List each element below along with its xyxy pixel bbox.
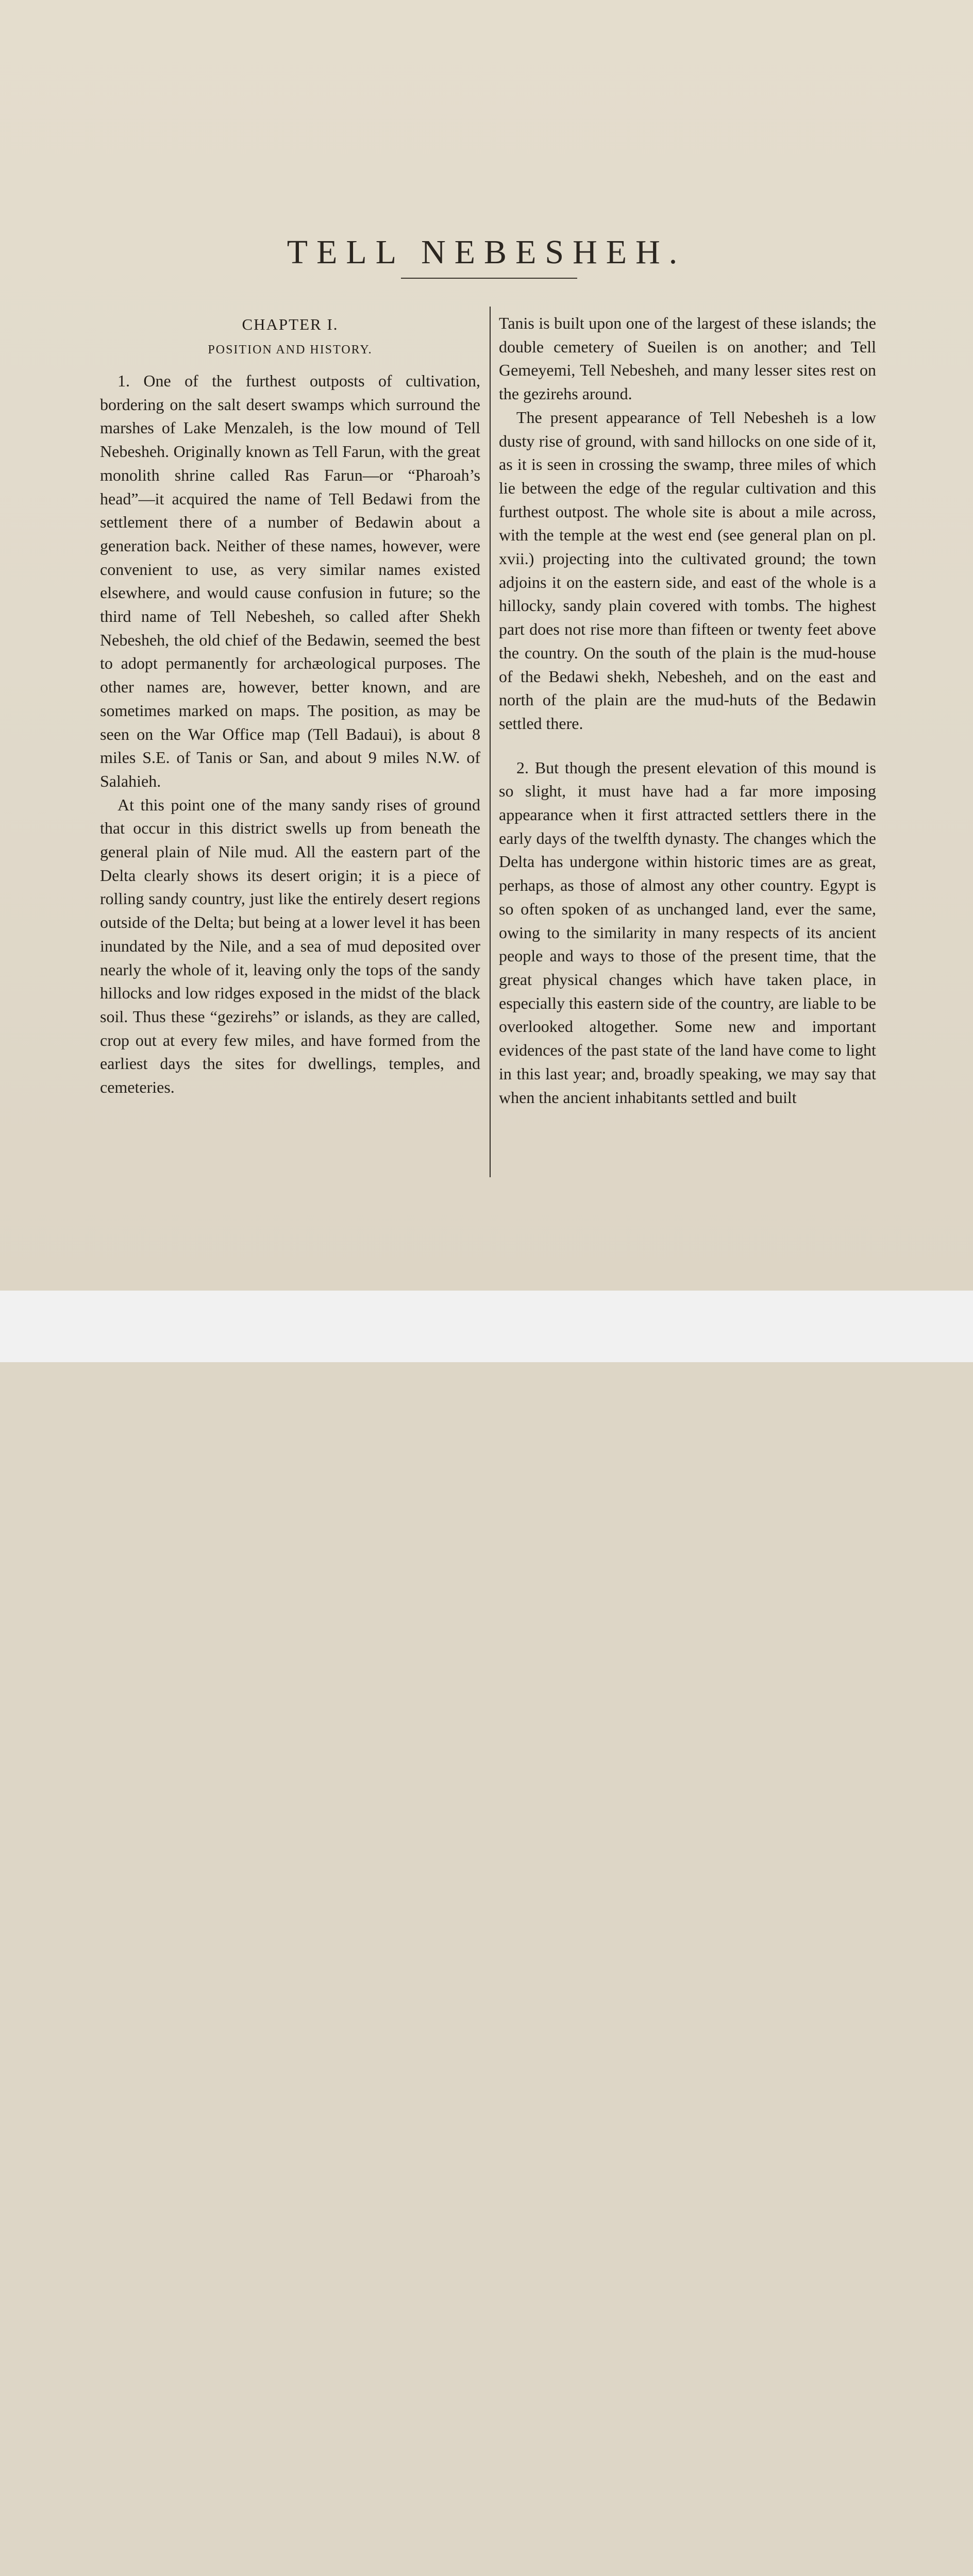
- paragraph-1: 1. One of the furthest outposts of cultivation, bordering on the salt desert swamps which surround the marshes of Lake Menzaleh, is the low mound of Tell Nebesheh. Originally known as Tell Farun, with the great monolith shrine called Ras Farun—or “Pharoah’s head”—it acquired the name of Tell Bedawi from the settlement there of a number of Bedawin about a generation back. Neither of these names, however, were convenient to use, as very similar names existed elsewhere, and would cause confusion in future; so the third name of Tell Nebesheh, so called after Shekh Nebesheh, the old chief of the Bedawin, seemed the best to adopt permanently for archæological purposes. The other names are, however, better known, and are sometimes marked on maps. The position, as may be seen on the War Office map (Tell Badaui), is about 8 miles S.E. of Tanis or San, and about 9 miles N.W. of Salahieh.: [100, 371, 480, 790]
- left-column: [100, 312, 480, 1099]
- digitization-footer: [0, 1291, 973, 1362]
- right-column: [499, 312, 876, 1109]
- paragraph-4: The present appearance of Tell Nebesheh is a low dusty rise of ground, with sand hillocks on one side of it, as it is seen in crossing the swamp, three miles of which lie between the edge of the regular cultivation and this furthest outpost. The whole site is about a mile across, with the temple at the west end (see general plan on pl. xvii.) projecting into the cultivated ground; the town adjoins it on the eastern side, and east of the whole is a hillocky, sandy plain covered with tombs. The highest part does not rise more than fifteen or twenty feet above the country. On the south of the plain is the mud-house of the Bedawi shekh, Nebesheh, and on the east and north of the plain are the mud-huts of the Bedawin settled there.: [499, 408, 876, 733]
- page-title: TELL NEBESHEH.: [287, 233, 686, 272]
- chapter-heading: CHAPTER I.: [242, 315, 339, 333]
- paragraph-3: Tanis is built upon one of the largest of these islands; the double cemetery of Sueilen is on another; and Tell Gemeyemi, Tell Nebesheh, and many lesser sites rest on the gezirehs around.: [499, 314, 876, 403]
- title-rule: [401, 278, 577, 279]
- paragraph-5: 2. But though the present elevation of this mound is so slight, it must have had a far more imposing appearance when it first attracted settlers there in the early days of the twelfth dynasty. The changes which the Delta has undergone within historic times are as great, perhaps, as those of almost any other country. Egypt is so often spoken of as unchanged land, ever the same, owing to the similarity in many respects of its ancient people and ways to those of the present time, that the great physical changes which have taken place, in especially this eastern side of the country, are liable to be overlooked altogether. Some new and important evidences of the past state of the land have come to light in this last year; and, broadly speaking, we may say that when the ancient inhabitants settled and built: [499, 758, 876, 1107]
- column-divider: [490, 307, 491, 1177]
- section-heading: POSITION AND HISTORY.: [208, 343, 373, 357]
- paragraph-2: At this point one of the many sandy rises of ground that occur in this district swells up from beneath the general plain of Nile mud. All the eastern part of the Delta clearly shows its desert origin; it is a piece of rolling sandy country, just like the entirely desert regions outside of the Delta; but being at a lower level it has been inundated by the Nile, and a sea of mud deposited over nearly the whole of it, leaving only the tops of the sandy hillocks and low ridges exposed in the midst of the black soil. Thus these “gezirehs” or islands, as they are called, crop out at every few miles, and have formed from the earliest days the sites for dwellings, temples, and cemeteries.: [100, 795, 480, 1097]
